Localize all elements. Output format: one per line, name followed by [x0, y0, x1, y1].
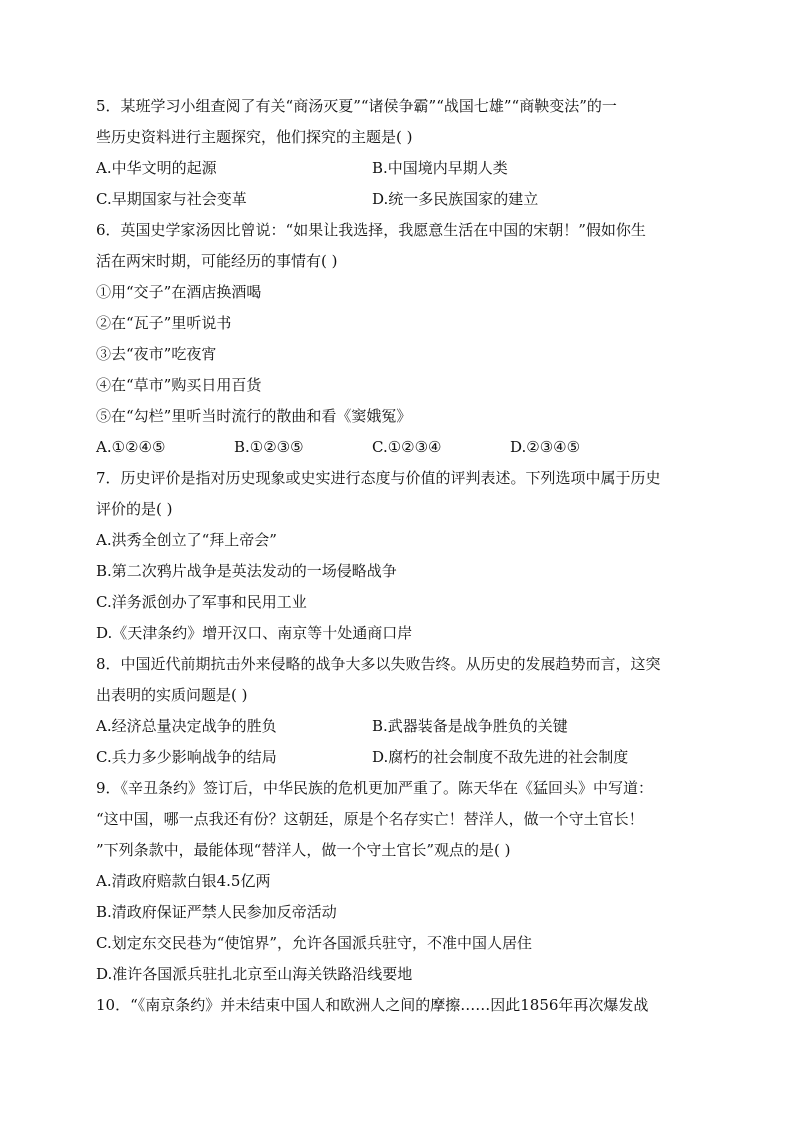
- q8-option-a: A.经济总量决定战争的胜负: [96, 717, 277, 735]
- q10-stem-line-1: 10．“《南京条约》并未结束中国人和欧洲人之间的摩擦……因此1856年再次爆发战: [96, 996, 649, 1014]
- q5-stem-line-2: 些历史资料进行主题探究，他们探究的主题是( ): [96, 128, 413, 146]
- q9-stem-line-2: “这中国，哪一点我还有份？这朝廷，原是个名存实亡！替洋人，做一个守土官长！: [96, 810, 644, 828]
- q5-option-b: B.中国境内早期人类: [372, 159, 508, 177]
- q7-option-c: C.洋务派创办了军事和民用工业: [96, 593, 307, 611]
- q6-option-d: D.②③④⑤: [510, 438, 581, 456]
- q9-option-b: B.清政府保证严禁人民参加反帝活动: [96, 903, 337, 921]
- q7-option-a: A.洪秀全创立了“拜上帝会”: [96, 531, 277, 549]
- q8-option-c: C.兵力多少影响战争的结局: [96, 748, 277, 766]
- q5-option-d: D.统一多民族国家的建立: [372, 190, 539, 208]
- q7-stem-line-1: 7．历史评价是指对历史现象或史实进行态度与价值的评判表述。下列选项中属于历史: [96, 469, 661, 487]
- q9-stem-line-3: ”下列条款中，最能体现“替洋人，做一个守土官长”观点的是( ): [96, 841, 511, 859]
- q6-item-1: ①用“交子”在酒店换酒喝: [96, 283, 262, 301]
- q9-stem-line-1: 9．《辛丑条约》签订后，中华民族的危机更加严重了。陈天华在《猛回头》中写道：: [96, 779, 654, 797]
- q9-option-a: A.清政府赔款白银4.5亿两: [96, 872, 271, 890]
- q6-item-4: ④在“草市”购买日用百货: [96, 376, 262, 394]
- q7-option-d: D.《天津条约》增开汉口、南京等十处通商口岸: [96, 624, 413, 642]
- q8-stem-line-1: 8．中国近代前期抗击外来侵略的战争大多以失败告终。从历史的发展趋势而言，这突: [96, 655, 661, 673]
- q6-item-2: ②在“瓦子”里听说书: [96, 314, 232, 332]
- q9-option-d: D.准许各国派兵驻扎北京至山海关铁路沿线要地: [96, 965, 413, 983]
- q8-option-d: D.腐朽的社会制度不敌先进的社会制度: [372, 748, 629, 766]
- q8-option-b: B.武器装备是战争胜负的关键: [372, 717, 568, 735]
- q8-stem-line-2: 出表明的实质问题是( ): [96, 686, 248, 704]
- q9-option-c: C.划定东交民巷为“使馆界”，允许各国派兵驻守，不准中国人居住: [96, 934, 533, 952]
- q7-stem-line-2: 评价的是( ): [96, 500, 173, 518]
- q5-option-a: A.中华文明的起源: [96, 159, 217, 177]
- q6-item-3: ③去“夜市”吃夜宵: [96, 345, 217, 363]
- q7-option-b: B.第二次鸦片战争是英法发动的一场侵略战争: [96, 562, 397, 580]
- q5-stem-line-1: 5．某班学习小组查阅了有关“商汤灭夏”“诸侯争霸”“战国七雄”“商鞅变法”的一: [96, 97, 617, 115]
- q6-stem-line-1: 6．英国史学家汤因比曾说：“如果让我选择，我愿意生活在中国的宋朝！”假如你生: [96, 221, 646, 239]
- q6-stem-line-2: 活在两宋时期，可能经历的事情有( ): [96, 252, 338, 270]
- q5-option-c: C.早期国家与社会变革: [96, 190, 247, 208]
- q6-option-a: A.①②④⑤: [96, 438, 166, 456]
- q6-option-b: B.①②③⑤: [234, 438, 304, 456]
- q6-item-5: ⑤在“勾栏”里听当时流行的散曲和看《窦娥冤》: [96, 407, 412, 425]
- q6-option-c: C.①②③④: [372, 438, 442, 456]
